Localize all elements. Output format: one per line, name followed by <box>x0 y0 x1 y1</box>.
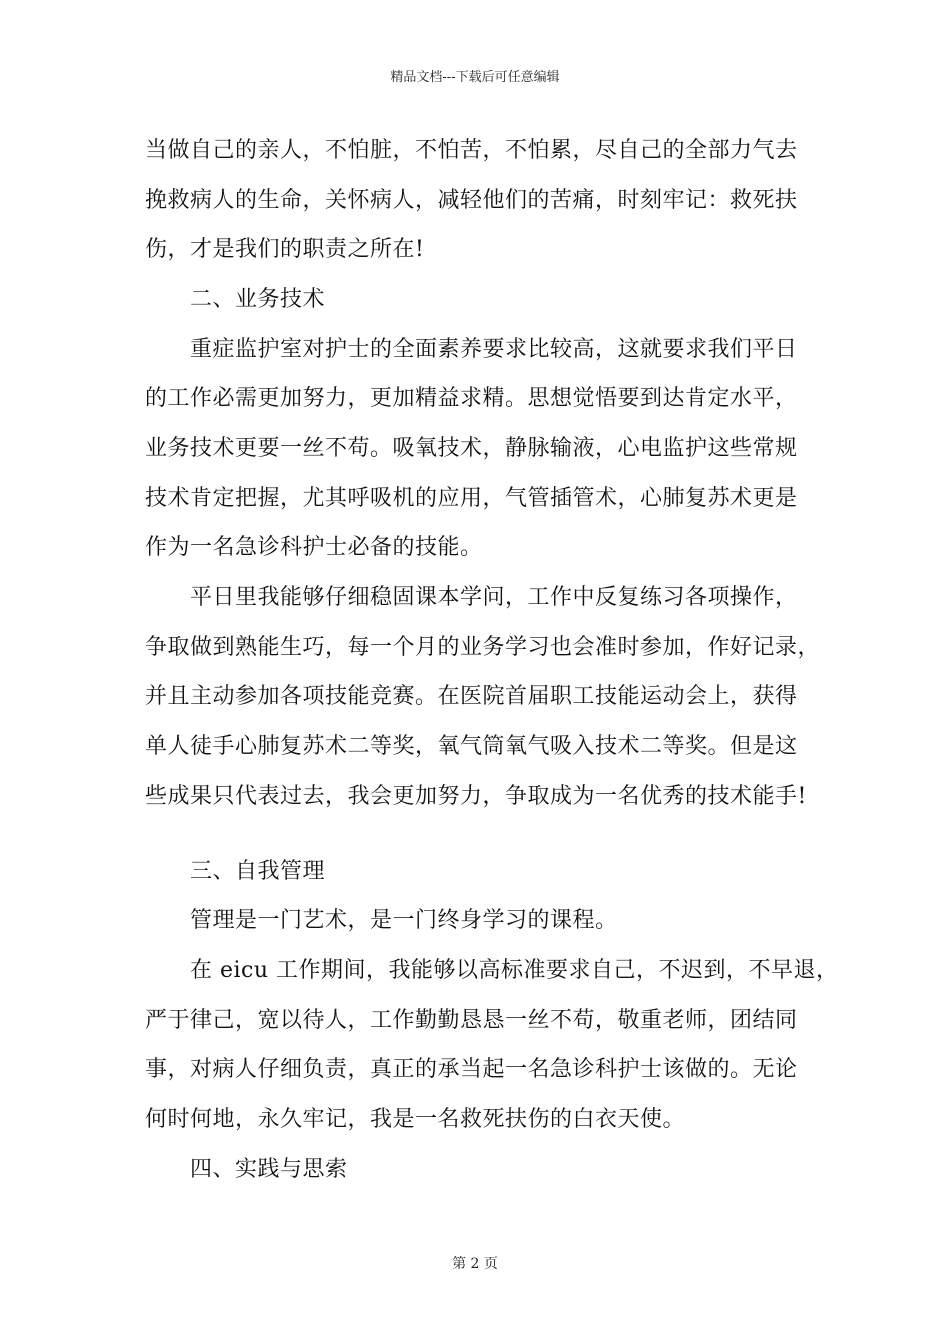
body-line: 何时何地，永久牢记，我是一名救死扶伤的白衣天使。 <box>145 1107 686 1132</box>
page-header: 精品文档---下载后可任意编辑 <box>390 70 560 85</box>
body-line: 些成果只代表过去，我会更加努力，争取成为一名优秀的技术能手! <box>145 784 807 809</box>
body-line: 业务技术更要一丝不苟。吸氧技术，静脉输液，心电监护这些常规 <box>145 436 798 461</box>
body-line: 单人徒手心肺复苏术二等奖，氧气筒氧气吸入技术二等奖。但是这 <box>145 734 798 759</box>
body-line: 挽救病人的生命，关怀病人，减轻他们的苦痛，时刻牢记：救死扶 <box>145 188 798 213</box>
body-line: 并且主动参加各项技能竞赛。在医院首届职工技能运动会上，获得 <box>145 684 798 709</box>
body-line: 作为一名急诊科护士必备的技能。 <box>145 535 483 560</box>
body-line: 在 eicu 工作期间，我能够以高标准要求自己，不迟到，不早退， <box>190 958 839 983</box>
section-heading: 三、自我管理 <box>190 859 326 884</box>
body-line: 重症监护室对护士的全面素养要求比较高，这就要求我们平日 <box>190 337 798 362</box>
body-line: 平日里我能够仔细稳固课本学问，工作中反复练习各项操作， <box>190 585 798 610</box>
body-line: 争取做到熟能生巧，每一个月的业务学习也会准时参加，作好记录， <box>145 635 821 660</box>
body-line: 技术肯定把握，尤其呼吸机的应用，气管插管术，心肺复苏术更是 <box>145 486 798 511</box>
page-number: 第 2 页 <box>452 1256 498 1272</box>
section-heading: 二、业务技术 <box>190 287 326 312</box>
body-line: 伤，才是我们的职责之所在! <box>145 237 425 262</box>
body-line: 当做自己的亲人，不怕脏，不怕苦，不怕累，尽自己的全部力气去 <box>145 138 798 163</box>
body-line: 管理是一门艺术，是一门终身学习的课程。 <box>190 908 618 933</box>
body-line: 的工作必需更加努力，更加精益求精。思想觉悟要到达肯定水平， <box>145 386 798 411</box>
body-line: 严于律己，宽以待人，工作勤勤恳恳一丝不苟，敬重老师，团结同 <box>145 1008 798 1033</box>
body-line: 事，对病人仔细负责，真正的承当起一名急诊科护士该做的。无论 <box>145 1057 798 1082</box>
section-heading: 四、实践与思索 <box>190 1157 348 1182</box>
